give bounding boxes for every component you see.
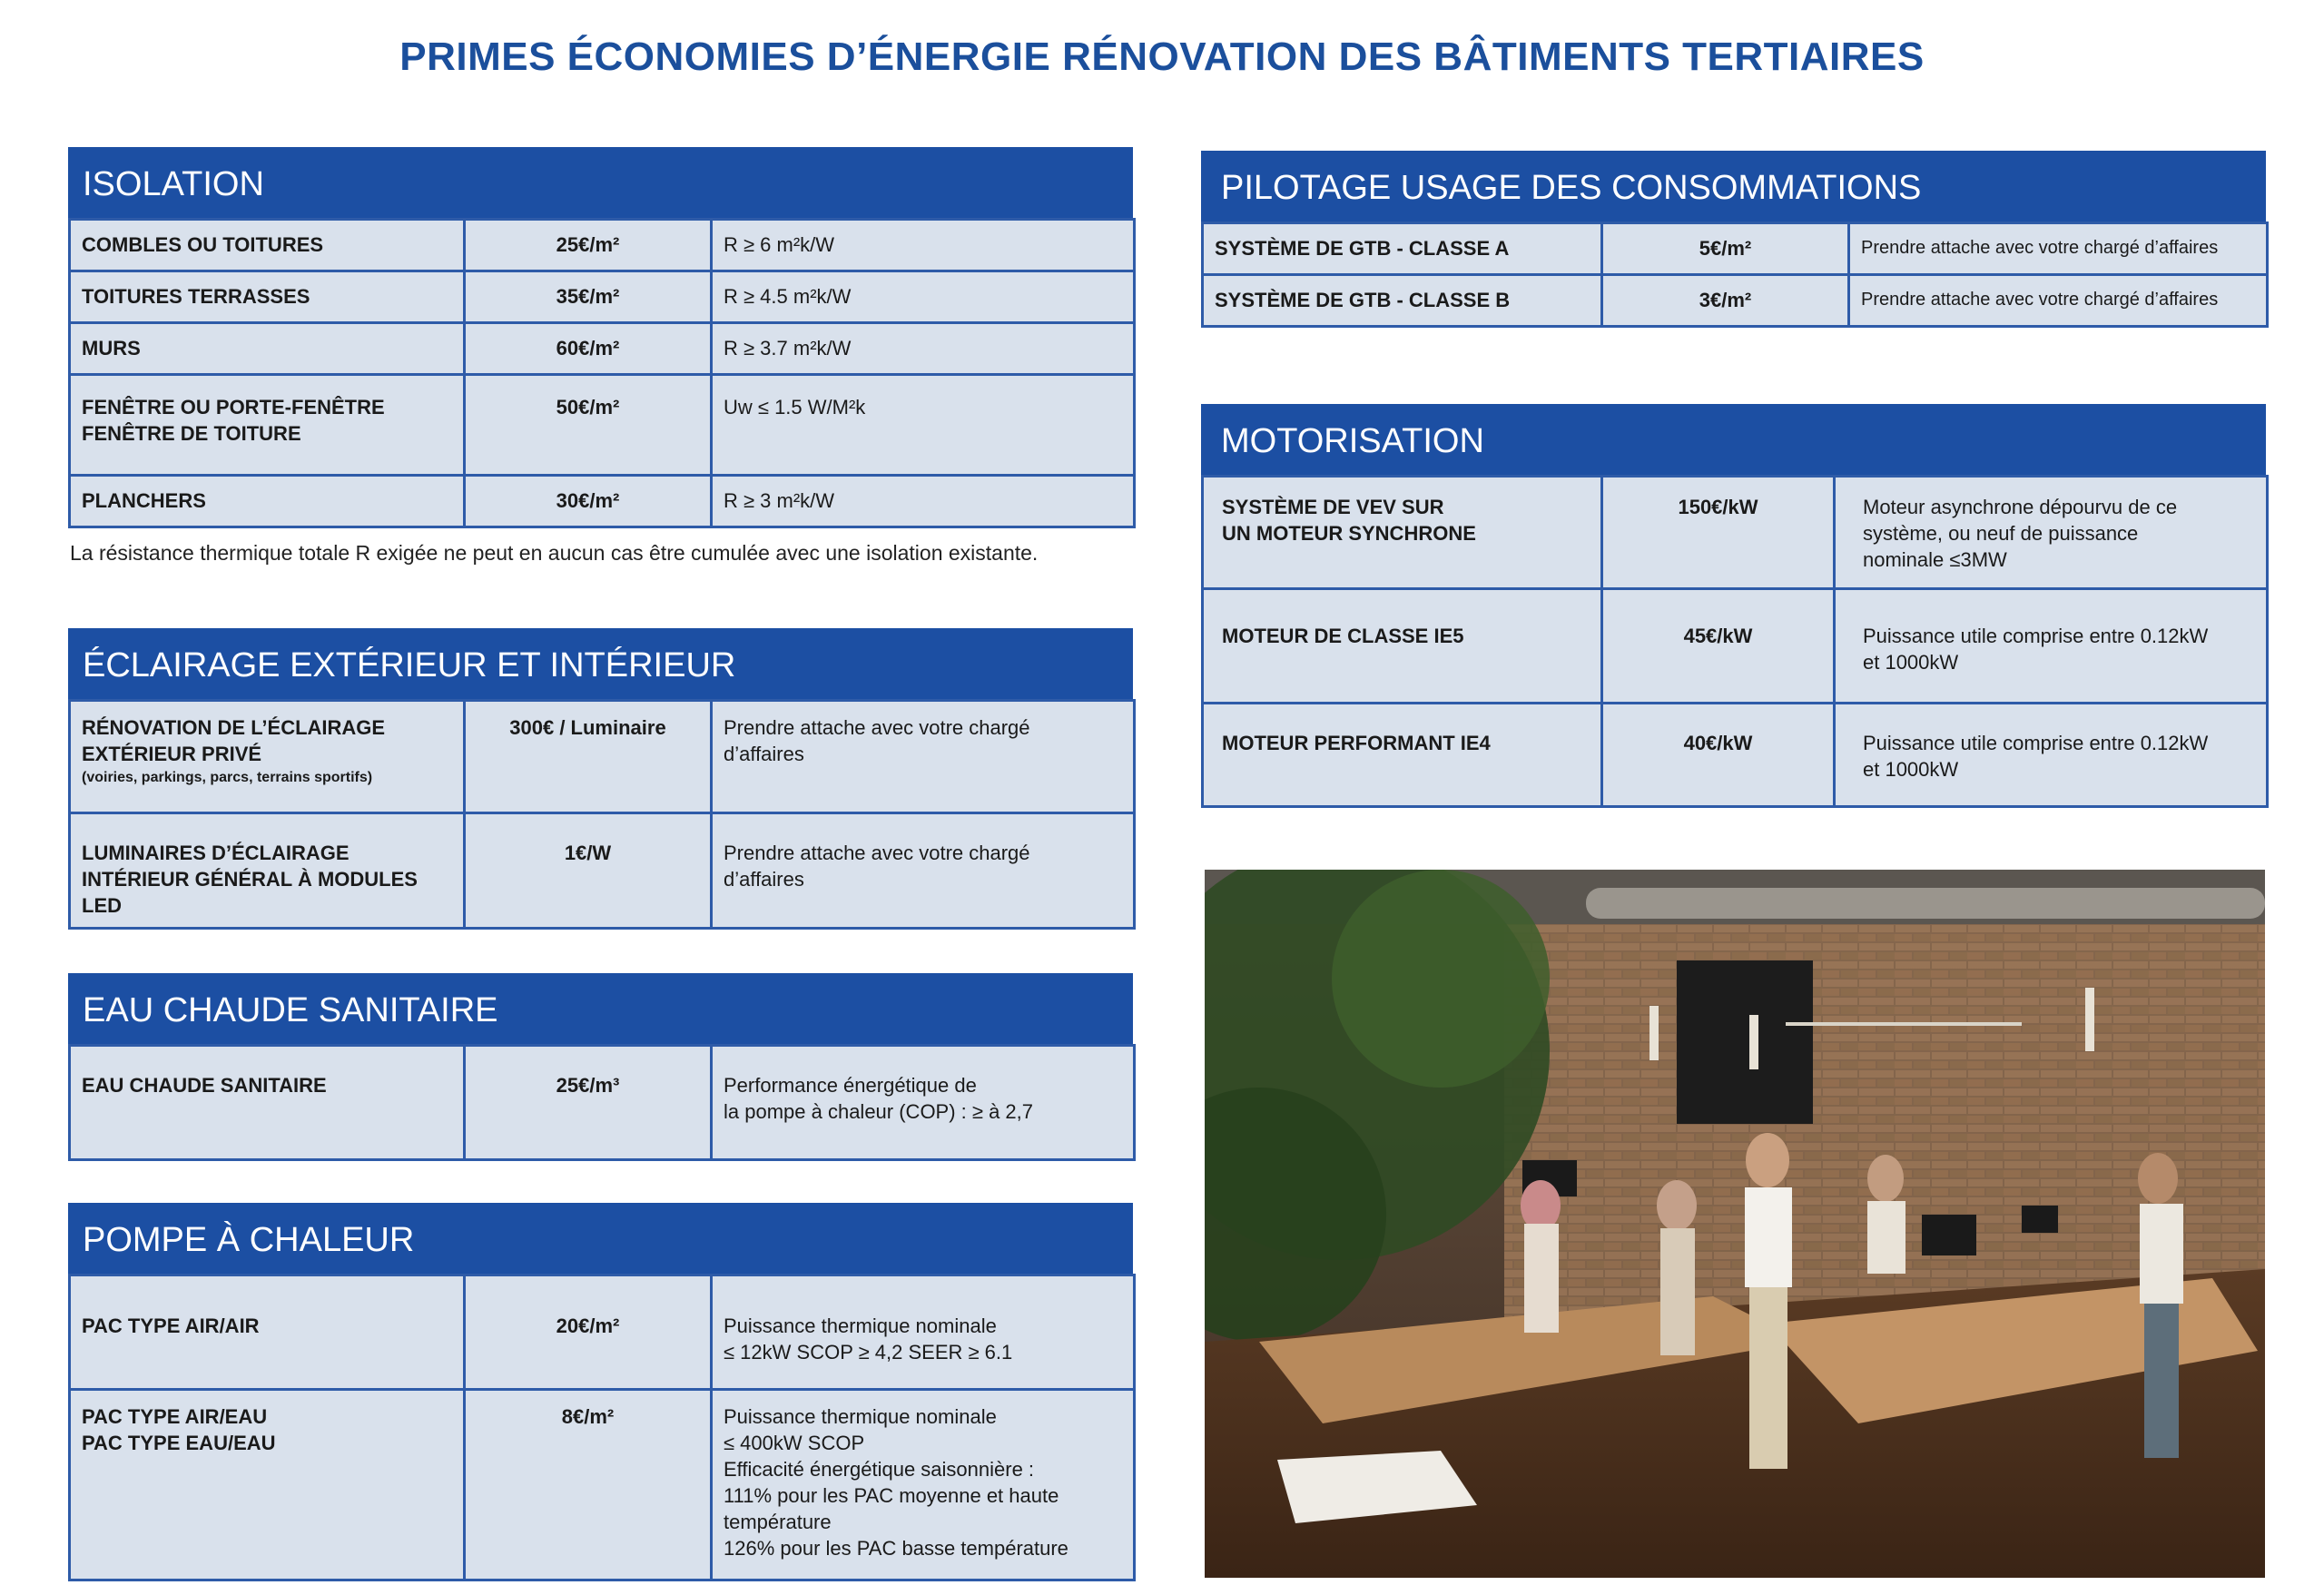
- row-label: MOTEUR PERFORMANT IE4: [1203, 704, 1602, 807]
- row-condition: [1835, 477, 2268, 589]
- section-header: ÉCLAIRAGE EXTÉRIEUR ET INTÉRIEUR: [68, 628, 1133, 699]
- condition-line: Moteur asynchrone dépourvu de ce: [1863, 496, 2178, 518]
- row-label: PLANCHERS: [70, 476, 465, 527]
- table-row: [70, 220, 1135, 271]
- row-label: SYSTÈME DE GTB - CLASSE B: [1203, 275, 1602, 327]
- row-label: PAC TYPE AIR/AIR: [70, 1275, 465, 1390]
- label-line: FENÊTRE OU PORTE-FENÊTRE: [82, 396, 385, 418]
- office-photo: [1205, 870, 2265, 1578]
- label-detail: (voiries, parkings, parcs, terrains sportifs): [82, 770, 373, 785]
- condition-line: et 1000kW: [1863, 651, 1959, 674]
- row-condition: [1835, 704, 2268, 807]
- pompe-table: [68, 1274, 1136, 1581]
- row-value: 45€/kW: [1602, 589, 1835, 704]
- row-condition: [712, 1275, 1135, 1390]
- row-label: [70, 701, 465, 813]
- condition-line: température: [724, 1511, 832, 1533]
- table-row: [1203, 223, 2268, 275]
- page-title: PRIMES ÉCONOMIES D’ÉNERGIE RÉNOVATION DES BÂTIMENTS TERTIAIRES: [399, 34, 1925, 79]
- table-row: [1203, 275, 2268, 327]
- row-value: 60€/m²: [465, 323, 712, 375]
- row-condition: Uw ≤ 1.5 W/M²k: [712, 375, 1135, 476]
- table-row: [70, 323, 1135, 375]
- row-value: 25€/m²: [465, 220, 712, 271]
- section-header: PILOTAGE USAGE DES CONSOMMATIONS: [1201, 151, 2266, 222]
- section-header: ISOLATION: [68, 147, 1133, 218]
- row-value: 300€ / Luminaire: [465, 701, 712, 813]
- label-line: PAC TYPE AIR/EAU: [82, 1405, 268, 1428]
- section-eclairage: [68, 628, 1133, 930]
- section-pilotage: [1201, 151, 2266, 328]
- isolation-note: La résistance thermique totale R exigée ne peut en aucun cas être cumulée avec une isolation existante.: [70, 541, 1039, 565]
- condition-line: d’affaires: [724, 868, 804, 891]
- section-header: POMPE À CHALEUR: [68, 1203, 1133, 1274]
- table-row: [70, 1046, 1135, 1160]
- row-label: SYSTÈME DE GTB - CLASSE A: [1203, 223, 1602, 275]
- label-line: EXTÉRIEUR PRIVÉ: [82, 743, 262, 765]
- condition-line: Puissance thermique nominale: [724, 1314, 997, 1337]
- condition-line: Puissance thermique nominale: [724, 1405, 997, 1428]
- label-line: INTÉRIEUR GÉNÉRAL À MODULES LED: [82, 868, 418, 917]
- row-condition: R ≥ 6 m²k/W: [712, 220, 1135, 271]
- row-condition: R ≥ 3 m²k/W: [712, 476, 1135, 527]
- table-row: [70, 701, 1135, 813]
- section-header: EAU CHAUDE SANITAIRE: [68, 973, 1133, 1044]
- section-header: MOTORISATION: [1201, 404, 2266, 475]
- condition-line: ≤ 400kW SCOP: [724, 1432, 865, 1454]
- row-value: 3€/m²: [1602, 275, 1849, 327]
- label-line: LUMINAIRES D’ÉCLAIRAGE: [82, 842, 350, 864]
- eau-table: [68, 1044, 1136, 1161]
- condition-line: Prendre attache avec votre chargé: [724, 716, 1030, 739]
- row-label: MOTEUR DE CLASSE IE5: [1203, 589, 1602, 704]
- row-value: 50€/m²: [465, 375, 712, 476]
- condition-line: Performance énergétique de: [724, 1074, 977, 1097]
- row-condition: [712, 1390, 1135, 1580]
- label-line: PAC TYPE EAU/EAU: [82, 1432, 276, 1454]
- motorisation-table: [1201, 475, 2269, 808]
- section-pompe-chaleur: [68, 1203, 1133, 1581]
- condition-line: système, ou neuf de puissance: [1863, 522, 2139, 545]
- condition-line: d’affaires: [724, 743, 804, 765]
- condition-line: nominale ≤3MW: [1863, 548, 2007, 571]
- row-label: TOITURES TERRASSES: [70, 271, 465, 323]
- row-condition: Prendre attache avec votre chargé d’affaires: [1849, 223, 2268, 275]
- row-label: [70, 1390, 465, 1580]
- row-condition: [1835, 589, 2268, 704]
- row-label: MURS: [70, 323, 465, 375]
- table-row: [1203, 477, 2268, 589]
- table-row: [70, 375, 1135, 476]
- office-photo-illustration: [1205, 870, 2265, 1578]
- condition-line: ≤ 12kW SCOP ≥ 4,2 SEER ≥ 6.1: [724, 1341, 1013, 1364]
- row-value: 35€/m²: [465, 271, 712, 323]
- row-condition: [712, 1046, 1135, 1160]
- label-line: FENÊTRE DE TOITURE: [82, 422, 301, 445]
- row-label: COMBLES OU TOITURES: [70, 220, 465, 271]
- row-value: 30€/m²: [465, 476, 712, 527]
- condition-line: Efficacité énergétique saisonnière :: [724, 1458, 1035, 1481]
- table-row: [70, 1390, 1135, 1580]
- table-row: [70, 813, 1135, 929]
- table-row: [70, 1275, 1135, 1390]
- row-value: 8€/m²: [465, 1390, 712, 1580]
- table-row: [1203, 589, 2268, 704]
- label-line: RÉNOVATION DE L’ÉCLAIRAGE: [82, 716, 386, 739]
- row-value: 20€/m²: [465, 1275, 712, 1390]
- table-row: [70, 271, 1135, 323]
- condition-line: 126% pour les PAC basse température: [724, 1537, 1068, 1560]
- row-value: 150€/kW: [1602, 477, 1835, 589]
- table-row: [1203, 704, 2268, 807]
- row-label: EAU CHAUDE SANITAIRE: [70, 1046, 465, 1160]
- row-condition: R ≥ 3.7 m²k/W: [712, 323, 1135, 375]
- row-condition: [712, 813, 1135, 929]
- section-isolation: [68, 147, 1133, 528]
- condition-line: Puissance utile comprise entre 0.12kW: [1863, 732, 2209, 754]
- eclairage-table: [68, 699, 1136, 930]
- condition-line: Puissance utile comprise entre 0.12kW: [1863, 625, 2209, 647]
- row-label: [70, 813, 465, 929]
- row-condition: [712, 701, 1135, 813]
- row-value: 1€/W: [465, 813, 712, 929]
- section-motorisation: [1201, 404, 2266, 808]
- condition-line: Prendre attache avec votre chargé: [724, 842, 1030, 864]
- condition-line: et 1000kW: [1863, 758, 1959, 781]
- isolation-table: [68, 218, 1136, 528]
- condition-line: la pompe à chaleur (COP) : ≥ à 2,7: [724, 1100, 1034, 1123]
- section-eau-chaude: [68, 973, 1133, 1161]
- row-value: 25€/m³: [465, 1046, 712, 1160]
- condition-line: 111% pour les PAC moyenne et haute: [724, 1484, 1059, 1507]
- label-line: SYSTÈME DE VEV SUR: [1222, 496, 1444, 518]
- row-condition: Prendre attache avec votre chargé d’affaires: [1849, 275, 2268, 327]
- label-line: UN MOTEUR SYNCHRONE: [1222, 522, 1476, 545]
- table-row: [70, 476, 1135, 527]
- pilotage-table: [1201, 222, 2269, 328]
- row-value: 40€/kW: [1602, 704, 1835, 807]
- row-value: 5€/m²: [1602, 223, 1849, 275]
- row-condition: R ≥ 4.5 m²k/W: [712, 271, 1135, 323]
- row-label: [70, 375, 465, 476]
- row-label: [1203, 477, 1602, 589]
